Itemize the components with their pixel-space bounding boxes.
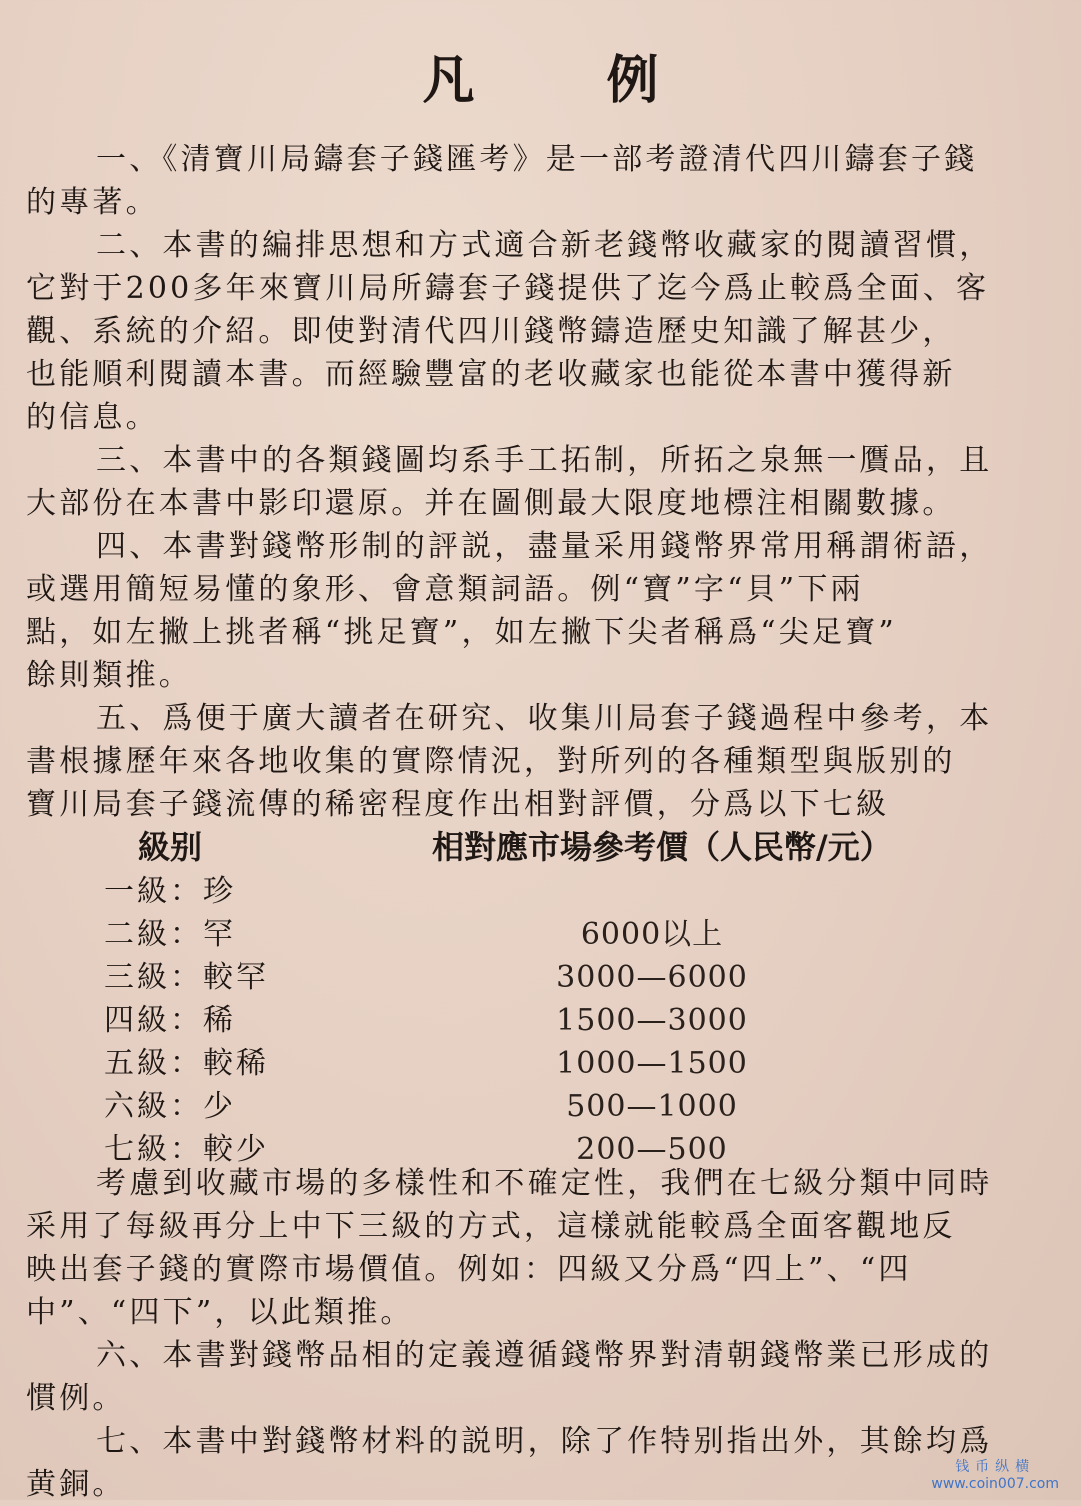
text-line: 中”、“四下”，以此類推。 (26, 1295, 414, 1330)
watermark-url: www.coin007.com (931, 1476, 1059, 1492)
text-line: 四、本書對錢幣形制的評説，盡量采用錢幣界常用稱謂術語， (96, 529, 993, 564)
header-price: 相對應市場參考價（人民幣/元） (432, 828, 892, 866)
body-text-bottom (26, 1162, 1021, 1506)
text-line: 的專著。 (26, 185, 159, 220)
price-cell: 200—500 (576, 1132, 728, 1167)
price-cell: 1000—1500 (556, 1046, 748, 1081)
text-line: 書根據歷年來各地收集的實際情況，對所列的各種類型與版别的 (26, 744, 956, 779)
text-line: 也能順利閱讀本書。而經驗豐富的老收藏家也能從本書中獲得新 (26, 357, 956, 392)
text-line: 或選用簡短易懂的象形、會意類詞語。例“寶”字“貝”下兩 (26, 572, 864, 607)
text-line: 采用了每級再分上中下三級的方式，這樣就能較爲全面客觀地反 (26, 1209, 956, 1244)
text-line: 三、本書中的各類錢圖均系手工拓制，所拓之泉無一贋品，且 (96, 443, 993, 478)
level-cell: 一級：珍 (104, 874, 236, 909)
table-row (0, 999, 1081, 1042)
level-cell: 二級：罕 (104, 917, 236, 952)
level-cell: 四級：稀 (104, 1003, 236, 1038)
header-level: 級别 (138, 828, 203, 866)
text-line: 慣例。 (26, 1381, 126, 1416)
level-cell: 六級：少 (104, 1089, 236, 1124)
table-row (0, 1085, 1081, 1128)
text-line: 餘則類推。 (26, 658, 192, 693)
text-line: 二、本書的編排思想和方式適合新老錢幣收藏家的閱讀習慣， (96, 228, 993, 263)
table-header (0, 818, 1081, 870)
text-line: 七、本書中對錢幣材料的説明，除了作特别指出外，其餘均爲 (96, 1424, 993, 1459)
level-cell: 七級：較少 (104, 1132, 269, 1167)
table-row (0, 1042, 1081, 1085)
table-rows (0, 870, 1081, 1171)
text-line: 映出套子錢的實際市場價值。例如：四級又分爲“四上”、“四 (26, 1252, 912, 1287)
watermark (931, 1456, 1059, 1492)
table-row (0, 956, 1081, 999)
level-cell: 三級：較罕 (104, 960, 269, 995)
price-cell: 500—1000 (566, 1089, 738, 1124)
text-line: 一、《清寶川局鑄套子錢匯考》是一部考證清代四川鑄套子錢 (96, 142, 978, 177)
text-line: 它對于200多年來寶川局所鑄套子錢提供了迄今爲止較爲全面、客 (26, 271, 990, 306)
text-line: 五、爲便于廣大讀者在研究、收集川局套子錢過程中參考，本 (96, 701, 993, 736)
text-line: 的信息。 (26, 400, 159, 435)
rarity-table (0, 818, 1081, 1171)
text-line: 黄銅。 (26, 1467, 126, 1502)
text-line: 點，如左撇上挑者稱“挑足寶”，如左撇下尖者稱爲“尖足寶” (26, 615, 897, 650)
table-row (0, 870, 1081, 913)
page-title: 凡 例 (422, 51, 699, 111)
price-cell: 6000以上 (580, 917, 724, 952)
text-line: 觀、系統的介紹。即使對清代四川錢幣鑄造歷史知識了解甚少， (26, 314, 956, 349)
text-line: 大部份在本書中影印還原。并在圖側最大限度地標注相關數據。 (26, 486, 956, 521)
body-text-top (26, 138, 1021, 826)
level-cell: 五級：較稀 (104, 1046, 269, 1081)
table-row (0, 913, 1081, 956)
watermark-name: 钱币纵横 (955, 1459, 1036, 1475)
price-cell: 1500—3000 (556, 1003, 748, 1038)
text-line: 考慮到收藏市場的多樣性和不確定性，我們在七級分類中同時 (96, 1166, 993, 1201)
text-line: 寶川局套子錢流傳的稀密程度作出相對評價，分爲以下七級 (26, 787, 890, 822)
text-line: 六、本書對錢幣品相的定義遵循錢幣界對清朝錢幣業已形成的 (96, 1338, 993, 1373)
price-cell: 3000—6000 (556, 960, 748, 995)
